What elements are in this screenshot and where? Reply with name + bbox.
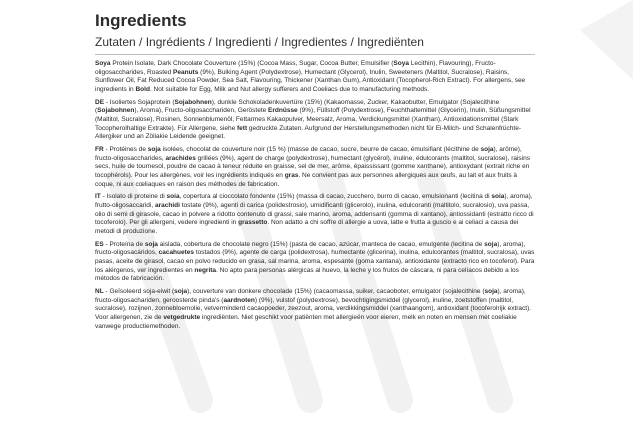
allergen-bold-text: aardnoten: [223, 296, 255, 304]
page-title: Ingredients: [95, 11, 187, 30]
allergen-bold-text: Peanuts: [173, 68, 199, 76]
ingredients-nl: [95, 288, 535, 331]
ingredient-text: - Isoliertes Sojaprotein (: [104, 98, 175, 106]
allergen-bold-text: soja: [174, 288, 188, 296]
allergen-bold-text: soia: [491, 193, 505, 201]
ingredient-text: ), arôme), fructo-oligosaccharides,: [95, 146, 522, 162]
allergen-bold-text: Soya: [393, 60, 409, 67]
ingredient-text: - Protéines de: [103, 146, 148, 154]
allergen-bold-text: soja: [484, 288, 498, 296]
allergen-bold-text: negrita: [194, 266, 217, 274]
allergen-bold-text: grassetto: [238, 219, 268, 227]
ingredients-it: [95, 193, 535, 236]
allergen-bold-text: IT: [95, 193, 101, 201]
ingredient-text: ), dunkle Schokoladenkuvertüre (15%) (Kakaomasse, Zucker, Kakaobutter, Emulgator (Sojalecithine (: [95, 98, 500, 115]
ingredients-de: [95, 99, 535, 142]
ingredients-en: [95, 60, 535, 94]
allergen-bold-text: Bold: [135, 85, 150, 93]
ingredient-text: tostate (9%), agenti di carica (polidestrosio), umidificanti (glicerolo), inulina, edulcoranti (maltitolo, sucralosio), uva passa, olio di semi di girasole, cacao in polvere a ridotto contenuto di grassi, sale marino, aroma, addensanti (gomma di xantano), antiossidanti (estratto ricco di tocoferolo). Per gli allergeni, vedere ingredienti in: [95, 202, 534, 227]
ingredient-text: , copertura al cioccolato fondente (15%) (massa di cacao, zucchero, burro di cacao, emulsionanti (lecitina di: [179, 193, 492, 201]
allergen-bold-text: soia: [166, 193, 180, 201]
ingredient-text: grillées (9%), agent de charge (polydextrose), humectant (glycérol), inuline, édulcorants (maltitol, sucralose), raisins secs, huile de tournesol, poudre de cacao à teneur réduite en graisse, sel de mer, arôme, épaississant (gomme xanthane), antioxydant (extrait riche en tocophérols). Pour les allergènes, voir les ingrédients indiqués en: [95, 154, 530, 179]
ingredient-text: . Ne convient pas aux personnes allergiques aux œufs, au lait et aux fruits à coque, ni aux cœliaques en raison des méthodes de fabrication.: [95, 171, 518, 188]
allergen-bold-text: Soya: [95, 60, 111, 67]
allergen-bold-text: soja: [144, 240, 158, 248]
ingredient-text: . Not suitable for Egg, Milk and Nut allergy sufferers and Coeliacs due to manufacturing methods.: [149, 85, 430, 93]
allergen-bold-text: FR: [95, 146, 104, 154]
allergen-bold-text: ES: [95, 240, 104, 248]
allergen-bold-text: DE: [95, 98, 105, 106]
allergen-bold-text: arachidi: [154, 202, 180, 210]
ingredient-text: ingrediënten. Niet geschikt voor patiënten met allergieën voor eieren, melk en noten en mensen met coeliakie vanwege productiemethoden.: [95, 313, 517, 330]
allergen-bold-text: NL: [95, 288, 104, 296]
ingredients-panel: [95, 10, 535, 336]
allergen-bold-text: soja: [484, 240, 498, 248]
ingredient-text: tostados (9%), agente de carga (polidextrosa), humectante (glicerina), inulina, edulcorantes (maltitol, sucralosa), uvas pasas, aceite de girasol, cacao en polvo reducido en grasa, sal marina, aroma, espesante (goma xantana), antioxidante (extracto rico en tocoferol). Para los alérgenos, ver ingredientes en: [95, 249, 535, 274]
allergen-bold-text: Sojabohnen: [97, 107, 135, 115]
ingredient-text: Protein Isolate, Dark Chocolate Couverture (15%) (Cocoa Mass, Sugar, Cocoa Butter, Emulsifier (: [110, 60, 394, 67]
ingredient-text: ), aroma), frutto-oligosaccaridi,: [95, 193, 533, 210]
ingredient-text: ), couverture van donkere chocolade (15%) (cacaomassa, suiker, cacaoboter, emulgator (sojalecithine (: [187, 288, 485, 296]
ingredients-es: [95, 241, 535, 284]
language-subtitle: Zutaten / Ingrédients / Ingredienti / Ingredientes / Ingrediënten: [95, 35, 424, 49]
allergen-bold-text: soja: [480, 146, 494, 154]
ingredient-text: ), Aroma), Fructo-oligosacchariden, Geröstete: [134, 107, 269, 115]
allergen-bold-text: fett: [237, 124, 248, 132]
ingredient-text: aislada, cobertura de chocolate negro (15%) (pasta de cacao, azúcar, manteca de cacao, emulgente (lecitina de: [157, 240, 485, 248]
ingredient-text: . Non adatto a chi soffre di allergie a uova, latte e frutta a guscio e ai celiaci a causa dei metodi di produzione.: [95, 219, 519, 235]
ingredient-text: ), aroma), fructo-oligosacáridos,: [95, 240, 526, 257]
allergen-bold-text: vetgedrukte: [163, 313, 201, 321]
allergen-bold-text: Erdnüsse: [268, 107, 298, 115]
ingredient-text: gedruckte Zutaten. Aufgrund der Herstellungsmethoden nicht für Ei-Milch- und Schalenfrüchte-Allergiker und an Zöliakie Leidende geeignet.: [95, 124, 521, 141]
allergen-bold-text: Sojabohnen: [174, 98, 212, 106]
ingredient-text: ), aroma), fructo-oligosachariden, geroosterde pinda's (: [95, 288, 526, 304]
ingredient-text: Lecithin), Flavouring), Fructo-oligosaccharides, Roasted: [95, 60, 496, 76]
divider: [95, 54, 535, 55]
allergen-bold-text: soja: [147, 146, 161, 154]
ingredients-fr: [95, 146, 535, 189]
ingredient-text: isolées, chocolat de couverture noir (15 %) (masse de cacao, sucre, beurre de cacao, émulsifiant (lécithine de: [160, 146, 481, 154]
ingredient-text: . No apto para personas alérgicas al huevo, la leche y los frutos de cáscara, ni para celíacos debido a los métodos de fabricación.: [95, 266, 519, 283]
ingredient-text: (9%), Füllstoff (Polydextrose), Feuchthaltemittel (Glycerin), Inulin, Süßungsmittel (Maltitol, Sucralose), Rosinen, Sonnenblumenöl, Fettarmes Kakaopulver, Meersalz, Aroma, Verdickungsmittel (Xanthan), Antioxidationsmittel (Stark Tocopherolhaltige Extrakte). Für Allergene, siehe: [95, 107, 531, 132]
ingredient-text: - Geïsoleerd soja-eiwit (: [103, 288, 175, 296]
ingredient-text: - Proteína de: [103, 240, 145, 248]
ingredient-text: - Isolato di proteine di: [100, 193, 167, 201]
allergen-bold-text: gras: [284, 171, 299, 179]
ingredient-text: ) (9%), vulstof (polydextrose), bevochtigingsmiddel (glycerol), inuline, zoetstoffen (maltitol, sucralose), rozijnen, zonnebloemolie, vetverminderd cacaopoeder, zeezout, aroma, verdikkingsmiddel (xanthaangom), antioxidant (tocoferolrijk extract). Voor allergenen, zie de: [95, 296, 532, 321]
allergen-bold-text: cacahuetes: [158, 249, 195, 257]
ingredient-text: (9%), Bulking Agent (Polydextrose), Humectant (Glycerol), Inulin, Sweeteners (Maltitol, Sucralose), Raisins, Sunflower Oil, Fat Reduced Cocoa Powder, Sea Salt, Flavouring, Thickener (Xanthan Gum), Antioxidant (Tocopherol-Rich Extract). For allergens, see ingredients in: [95, 68, 526, 93]
allergen-bold-text: arachides: [165, 154, 196, 162]
